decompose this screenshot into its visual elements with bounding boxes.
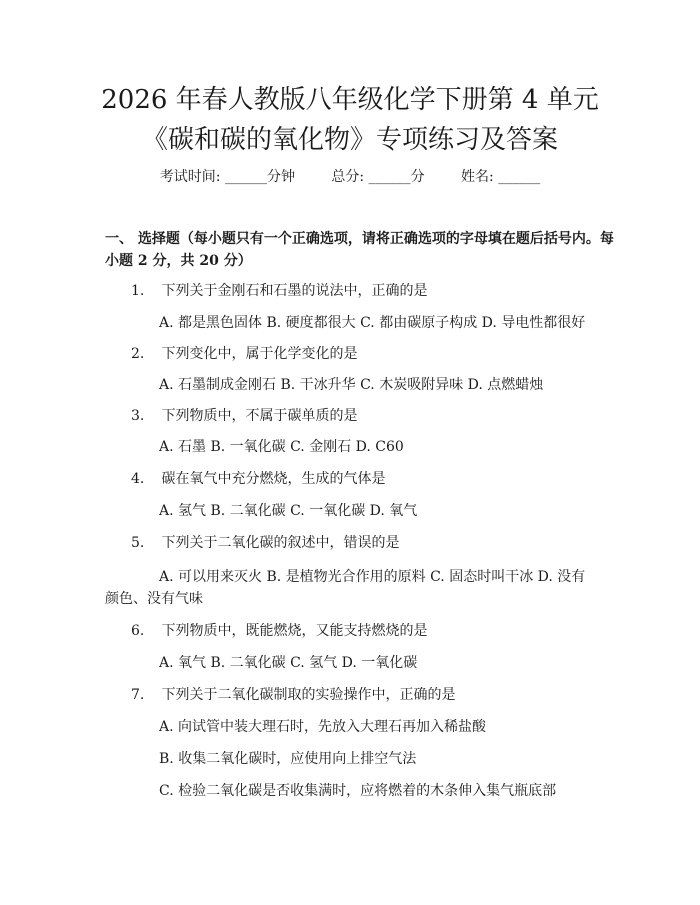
question-2-options bbox=[105, 374, 625, 396]
question-text: 碳在氧气中充分燃烧，生成的气体是 bbox=[161, 471, 386, 487]
question-text: 下列关于二氧化碳的叙述中，错误的是 bbox=[161, 535, 400, 551]
question-number: 6. bbox=[131, 623, 145, 639]
question-text: 下列物质中，不属于碳单质的是 bbox=[161, 408, 358, 424]
question-5 bbox=[105, 532, 625, 554]
options-text: A. 都是黑色固体 B. 硬度都很大 C. 都由碳原子构成 D. 导电性都很好 bbox=[159, 315, 586, 331]
title-line-1: 2026 年春人教版八年级化学下册第 4 单元 bbox=[101, 85, 599, 115]
student-name: 姓名: ______ bbox=[461, 169, 541, 185]
question-3 bbox=[105, 405, 625, 427]
options-text: A. 石墨制成金刚石 B. 干冰升华 C. 木炭吸附异味 D. 点燃蜡烛 bbox=[159, 377, 544, 393]
question-7 bbox=[105, 684, 625, 706]
question-text: 下列关于金刚石和石墨的说法中，正确的是 bbox=[161, 283, 428, 299]
question-4-options bbox=[105, 500, 625, 522]
question-2 bbox=[105, 343, 625, 365]
option-b-text: B. 收集二氧化碳时，应使用向上排空气法 bbox=[159, 751, 417, 767]
title-line-2: 《碳和碳的氧化物》专项练习及答案 bbox=[141, 125, 558, 155]
question-1 bbox=[105, 280, 625, 302]
question-6 bbox=[105, 620, 625, 642]
question-7-option-b bbox=[105, 748, 625, 770]
option-c-text: C. 检验二氧化碳是否收集满时，应将燃着的木条伸入集气瓶底部 bbox=[159, 783, 557, 799]
question-number: 1. bbox=[131, 283, 145, 299]
question-1-options bbox=[105, 312, 625, 334]
question-4 bbox=[105, 468, 625, 490]
question-text: 下列物质中，既能燃烧，又能支持燃烧的是 bbox=[161, 623, 428, 639]
question-number: 5. bbox=[131, 535, 145, 551]
question-7-option-c bbox=[105, 780, 625, 802]
question-text: 下列关于二氧化碳制取的实验操作中，正确的是 bbox=[161, 687, 456, 703]
question-number: 7. bbox=[131, 687, 145, 703]
question-3-options bbox=[105, 436, 625, 458]
question-number: 3. bbox=[131, 408, 145, 424]
question-number: 2. bbox=[131, 346, 145, 362]
exam-score: 总分: ______分 bbox=[331, 169, 425, 185]
options-text-line-1: A. 可以用来灭火 B. 是植物光合作用的原料 C. 固态时叫干冰 D. 没有 bbox=[159, 569, 586, 585]
question-5-options-cont bbox=[105, 588, 625, 610]
exam-meta bbox=[0, 166, 700, 188]
options-text: A. 氧气 B. 二氧化碳 C. 氢气 D. 一氧化碳 bbox=[159, 655, 418, 671]
exam-time: 考试时间: ______分钟 bbox=[159, 169, 295, 185]
question-7-option-a bbox=[105, 716, 625, 738]
question-6-options bbox=[105, 652, 625, 674]
question-text: 下列变化中，属于化学变化的是 bbox=[161, 346, 358, 362]
options-text-line-2: 颜色、没有气味 bbox=[105, 591, 203, 607]
question-number: 4. bbox=[131, 471, 145, 487]
option-a-text: A. 向试管中装大理石时，先放入大理石再加入稀盐酸 bbox=[159, 719, 487, 735]
question-5-options bbox=[105, 566, 625, 588]
section-heading: 一、 选择题（每小题只有一个正确选项，请将正确选项的字母填在题后括号内。每小题 2 分，共 20 分） bbox=[105, 231, 614, 269]
options-text: A. 氢气 B. 二氧化碳 C. 一氧化碳 D. 氧气 bbox=[159, 503, 418, 519]
options-text: A. 石墨 B. 一氧化碳 C. 金刚石 D. C60 bbox=[159, 439, 404, 455]
